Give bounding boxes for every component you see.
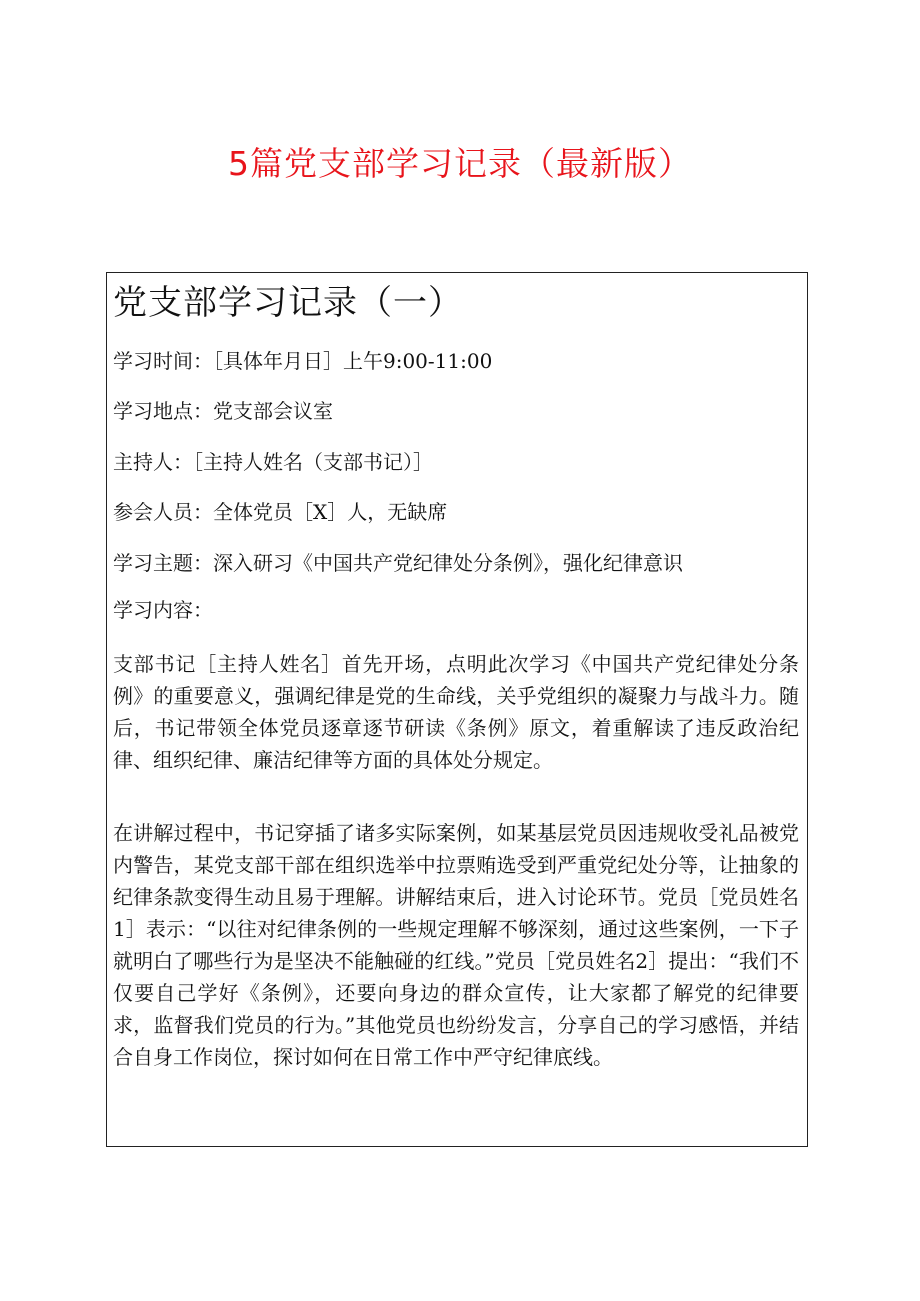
study-time: 学习时间：［具体年月日］上午9:00-11:00 [113,349,493,373]
content-paragraph: 在讲解过程中，书记穿插了诸多实际案例，如某基层党员因违规收受礼品被党内警告，某党支部干部在组织选举中拉票贿选受到严重党纪处分等，让抽象的纪律条款变得生动且易于理解。讲解结束后，进入讨论环节。党员［党员姓名1］表示：“以往对纪律条例的一些规定理解不够深刻，通过这些案例，一下子就明白了哪些行为是坚决不能触碰的红线。”党员［党员姓名2］提出：“我们不仅要自己学好《条例》，还要向身边的群众宣传，让大家都了解党的纪律要求，监督我们党员的行为。”其他党员也纷纷发言，分享自己的学习感悟，并结合自身工作岗位，探讨如何在日常工作中严守纪律底线。 [113,821,799,1069]
content-label: 学习内容： [113,598,213,622]
content-paragraph: 支部书记［主持人姓名］首先开场，点明此次学习《中国共产党纪律处分条例》的重要意义，强调纪律是党的生命线，关乎党组织的凝聚力与战斗力。随后，书记带领全体党员逐章逐节研读《条例》原文，着重解读了违反政治纪律、组织纪律、廉洁纪律等方面的具体处分规定。 [113,652,799,772]
document-title: 5篇党支部学习记录（最新版） [228,144,692,183]
host: 主持人：［主持人姓名（支部书记）］ [113,450,433,474]
attendees: 参会人员：全体党员［X］人，无缺席 [113,500,448,524]
study-record-box [106,272,808,1147]
study-theme: 学习主题：深入研习《中国共产党纪律处分条例》，强化纪律意识 [113,551,683,575]
record-heading: 党支部学习记录（一） [113,283,463,323]
study-location: 学习地点：党支部会议室 [113,399,333,423]
